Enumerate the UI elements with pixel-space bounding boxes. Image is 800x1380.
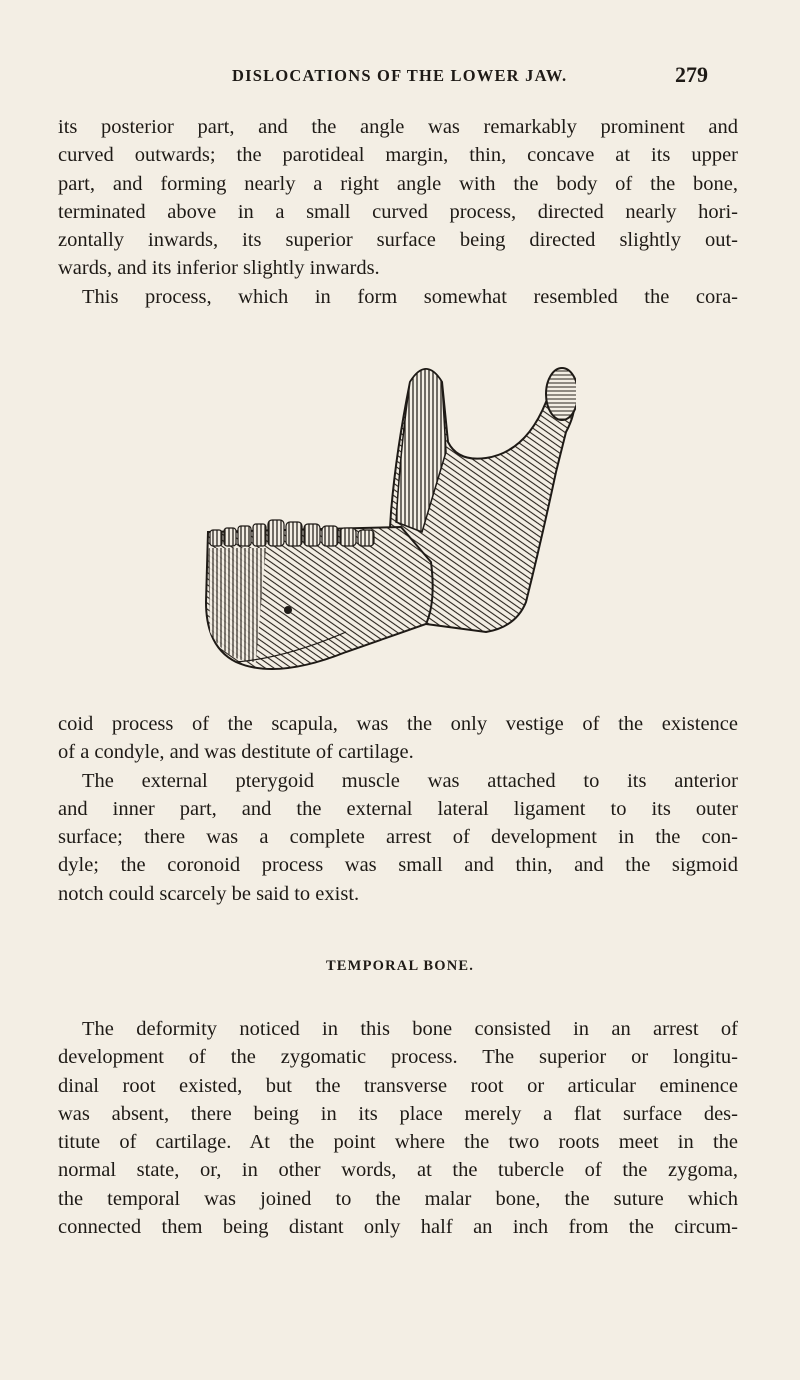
text-line: This process, which in form somewhat resembled the cora- — [82, 285, 738, 308]
text-line: part, and forming nearly a right angle with the body of the bone, — [58, 172, 738, 195]
page-number: 279 — [675, 62, 708, 87]
paragraph-block-3 — [58, 1015, 738, 1241]
running-title: DISLOCATIONS OF THE LOWER JAW. — [232, 66, 568, 85]
text-line: notch could scarcely be said to exist. — [58, 882, 360, 905]
text-line: The deformity noticed in this bone consisted in an arrest of — [82, 1018, 738, 1040]
mandible-engraving — [196, 362, 576, 684]
text-line: was absent, there being in its place merely a flat surface des- — [58, 1102, 738, 1125]
text-line: development of the zygomatic process. The superior or longitu- — [58, 1046, 738, 1069]
text-line: dyle; the coronoid process was small and thin, and the sigmoid — [58, 854, 738, 877]
section-heading: TEMPORAL BONE. — [325, 958, 475, 974]
text-line: the temporal was joined to the malar bone, the suture which — [58, 1187, 738, 1210]
text-line: surface; there was a complete arrest of development in the con- — [58, 826, 738, 849]
text-line: The external pterygoid muscle was attached to its anterior — [82, 769, 738, 792]
text-line: and inner part, and the external lateral ligament to its outer — [58, 797, 738, 820]
paragraph-block-2 — [58, 710, 738, 908]
text-line: normal state, or, in other words, at the tubercle of the zygoma, — [58, 1159, 738, 1182]
text-line: curved outwards; the parotideal margin, thin, concave at its upper — [58, 144, 738, 167]
text-line: wards, and its inferior slightly inwards. — [58, 257, 380, 280]
text-line: connected them being distant only half an inch from the circum- — [58, 1216, 738, 1239]
text-line: of a condyle, and was destitute of cartilage. — [58, 741, 414, 764]
text-line: its posterior part, and the angle was remarkably prominent and — [58, 116, 738, 138]
text-line: coid process of the scapula, was the only vestige of the existence — [58, 713, 738, 735]
text-line: titute of cartilage. At the point where the two roots meet in the — [58, 1131, 738, 1154]
mandible-illustration — [196, 362, 576, 684]
text-line: dinal root existed, but the transverse root or articular eminence — [58, 1074, 738, 1097]
text-line: terminated above in a small curved process, directed nearly hori- — [58, 200, 738, 223]
paragraph-block-1 — [58, 113, 738, 311]
running-head — [0, 62, 800, 96]
text-line: zontally inwards, its superior surface being directed slightly out- — [58, 229, 738, 252]
